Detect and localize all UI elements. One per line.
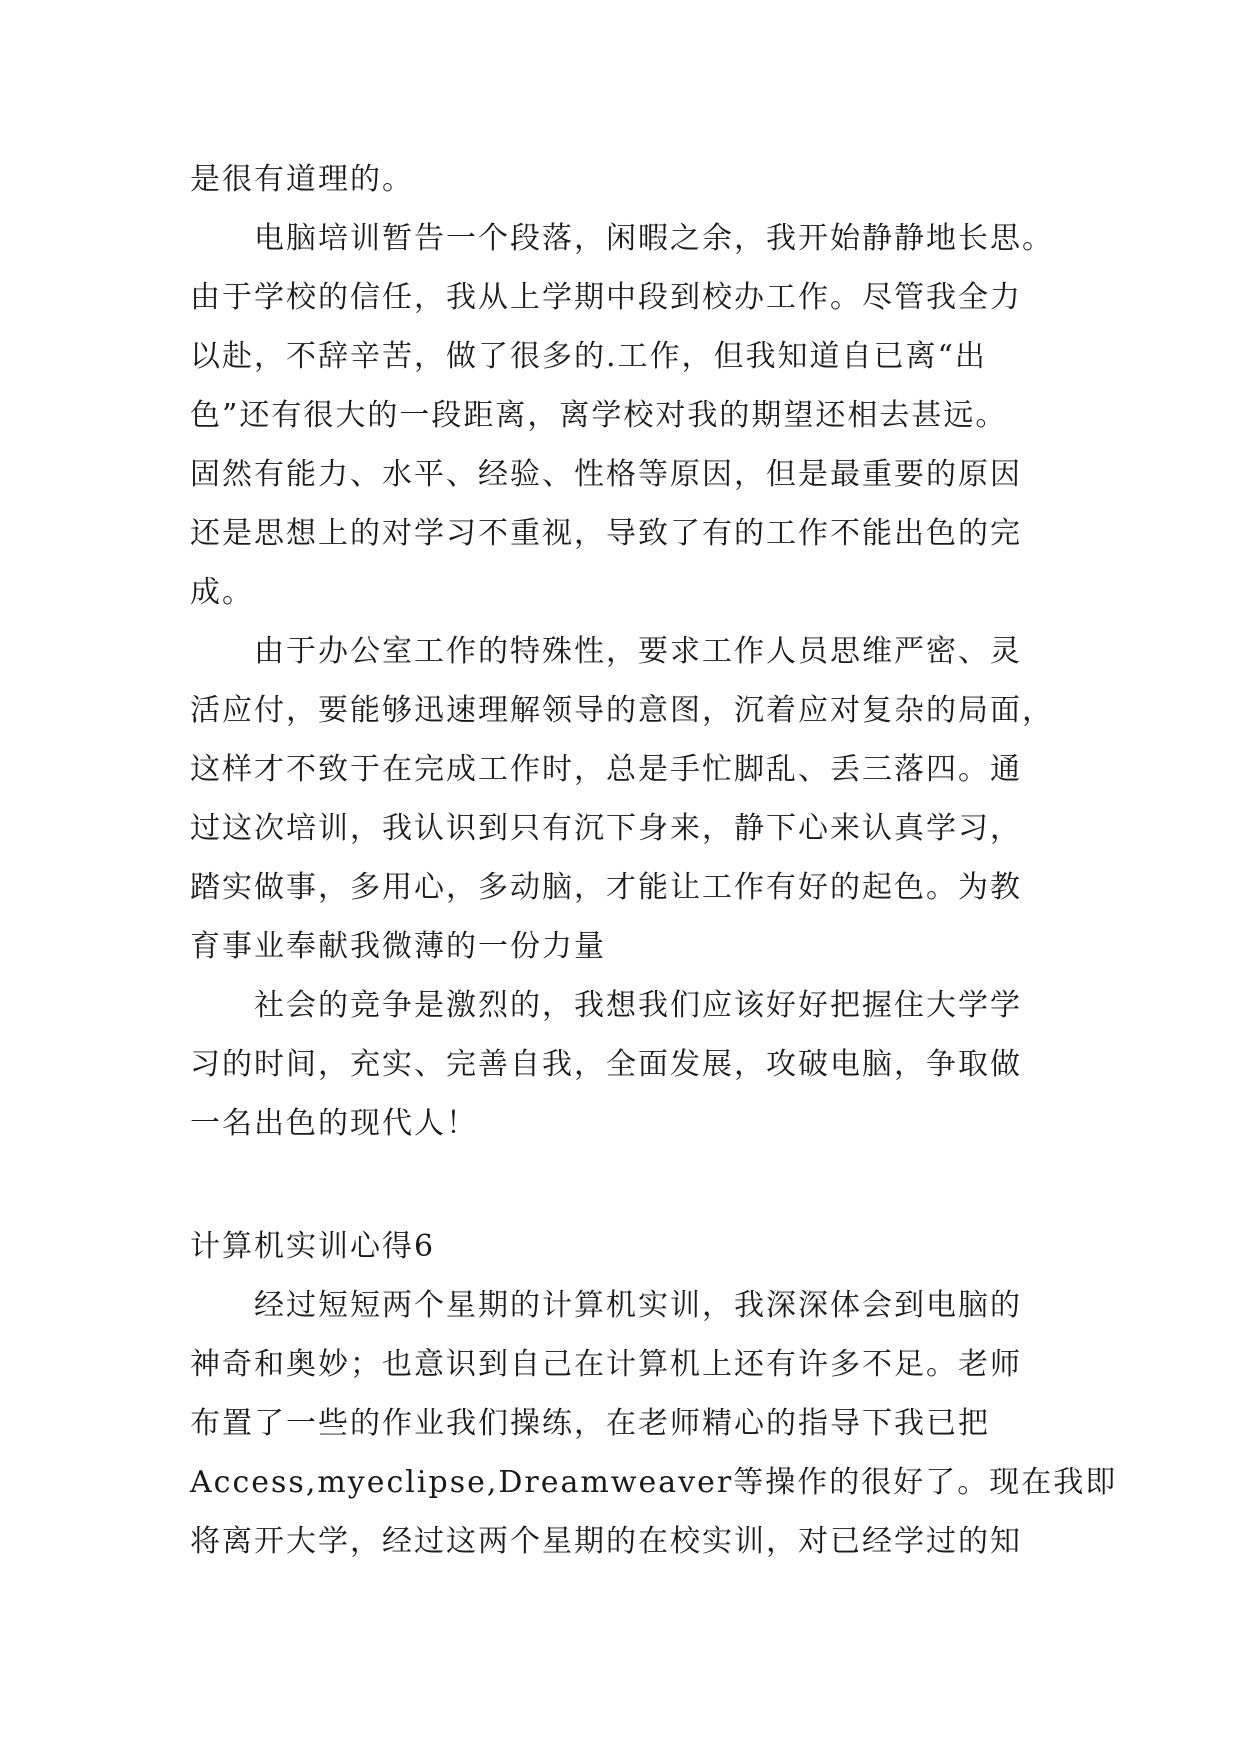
text-line: 布置了一些的作业我们操练，在老师精心的指导下我已把 xyxy=(190,1406,990,1441)
text-line: 是很有道理的。 xyxy=(190,162,414,197)
text-line: 踏实做事，多用心，多动脑，才能让工作有好的起色。为教 xyxy=(190,870,1022,905)
text-line: 以赴，不辞辛苦，做了很多的.工作，但我知道自已离“出 xyxy=(190,339,987,374)
text-line: 还是思想上的对学习不重视，导致了有的工作不能出色的完 xyxy=(190,516,1022,551)
text-line: 色”还有很大的一段距离，离学校对我的期望还相去甚远。 xyxy=(190,398,1008,433)
text-line: 习的时间，充实、完善自我，全面发展，攻破电脑，争取做 xyxy=(190,1047,1022,1082)
paragraph-start-line: 社会的竞争是激烈的，我想我们应该好好把握住大学学 xyxy=(254,988,1022,1023)
text-line: 一名出色的现代人！ xyxy=(190,1106,478,1141)
text-line: Access,myeclipse,Dreamweaver等操作的很好了。现在我即 xyxy=(190,1465,1118,1500)
text-line: 育事业奉献我微薄的一份力量 xyxy=(190,929,606,964)
text-line: 固然有能力、水平、经验、性格等原因，但是最重要的原因 xyxy=(190,457,1022,492)
text-line: 神奇和奥妙；也意识到自己在计算机上还有许多不足。老师 xyxy=(190,1347,1022,1382)
text-line: 活应付，要能够迅速理解领导的意图，沉着应对复杂的局面， xyxy=(190,693,1054,728)
text-line: 将离开大学，经过这两个星期的在校实训，对已经学过的知 xyxy=(190,1524,1022,1559)
paragraph-start-line: 经过短短两个星期的计算机实训，我深深体会到电脑的 xyxy=(254,1288,1022,1323)
section-heading: 计算机实训心得6 xyxy=(190,1229,436,1264)
section-gap xyxy=(190,1153,1060,1217)
document-body xyxy=(190,150,1118,1571)
text-line: 过这次培训，我认识到只有沉下身来，静下心来认真学习， xyxy=(190,811,1022,846)
text-line: 由于学校的信任，我从上学期中段到校办工作。尽管我全力 xyxy=(190,280,1022,315)
text-line: 成。 xyxy=(190,575,254,610)
text-line: 这样才不致于在完成工作时，总是手忙脚乱、丢三落四。通 xyxy=(190,752,1022,787)
paragraph-start-line: 电脑培训暂告一个段落，闲暇之余，我开始静静地长思。 xyxy=(254,221,1054,256)
paragraph-start-line: 由于办公室工作的特殊性，要求工作人员思维严密、灵 xyxy=(254,634,1022,669)
